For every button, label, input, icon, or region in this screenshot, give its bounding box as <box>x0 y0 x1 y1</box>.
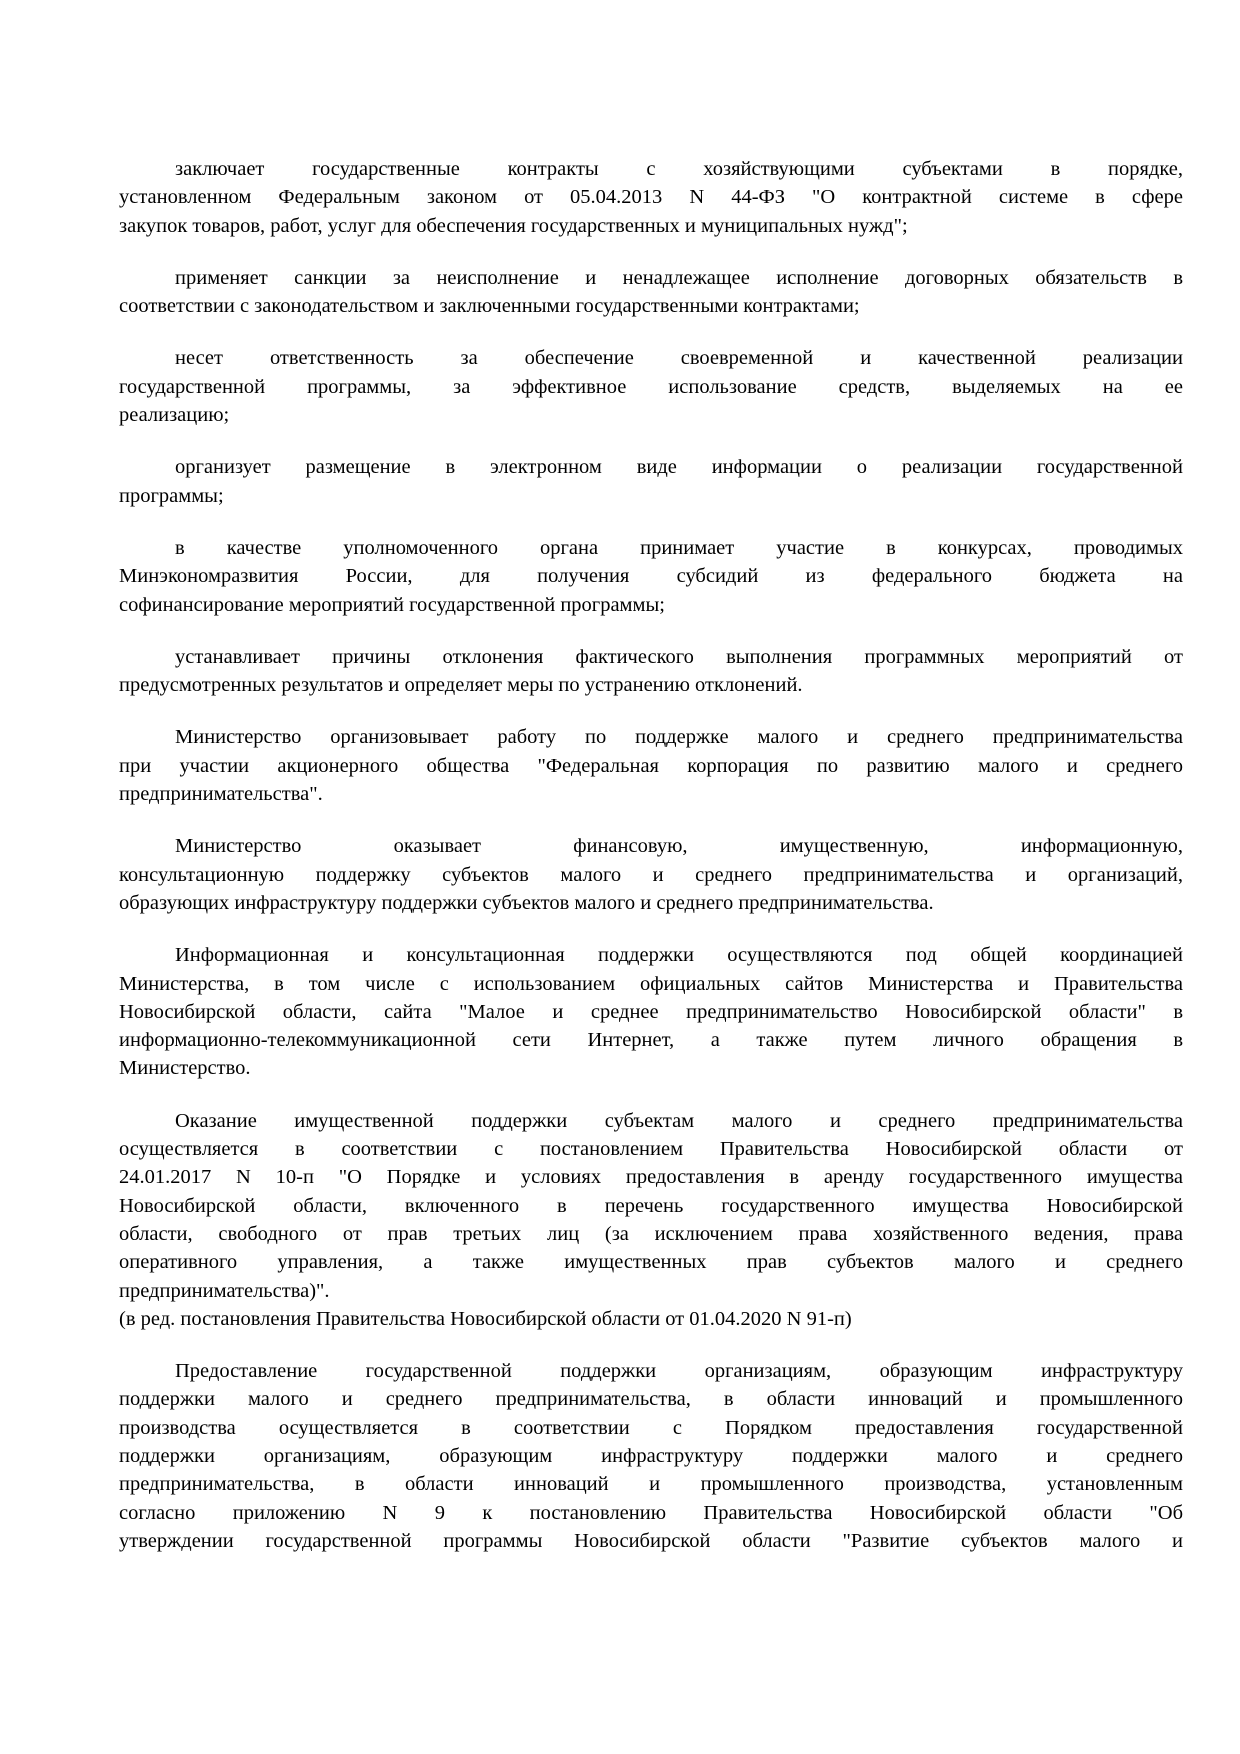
text-line: применяет санкции за неисполнение и ненадлежащее исполнение договорных обязательств в <box>175 266 1183 289</box>
text-line: при участии акционерного общества "Федеральная корпорация по развитию малого и среднего <box>119 754 1183 777</box>
text-line: заключает государственные контракты с хозяйствующими субъектами в порядке, <box>175 158 1183 180</box>
text-line: оперативного управления, а также имущественных прав субъектов малого и среднего <box>119 1251 1183 1274</box>
paragraph <box>119 264 1183 321</box>
text-line: (в ред. постановления Правительства Новосибирской области от 01.04.2020 N 91-п) <box>119 1307 852 1330</box>
text-line: предпринимательства". <box>119 783 323 806</box>
text-line: Новосибирской области, сайта "Малое и среднее предпринимательство Новосибирской области" в <box>119 1000 1183 1023</box>
text-line: поддержки организациям, образующим инфраструктуру поддержки малого и среднего <box>119 1444 1183 1467</box>
text-line: Новосибирской области, включенного в перечень государственного имущества Новосибирской <box>119 1194 1183 1217</box>
text-line: софинансирование мероприятий государственной программы; <box>119 593 665 616</box>
text-line: производства осуществляется в соответствии с Порядком предоставления государственной <box>119 1416 1183 1439</box>
text-line: государственной программы, за эффективное использование средств, выделяемых на ее <box>119 375 1183 398</box>
text-line: Информационная и консультационная поддержки осуществляются под общей координацией <box>175 944 1183 967</box>
text-line: Министерство оказывает финансовую, имущественную, информационную, <box>175 835 1183 858</box>
text-line: образующих инфраструктуру поддержки субъектов малого и среднего предпринимательства. <box>119 891 934 914</box>
document-page <box>119 155 1183 1579</box>
text-line: области, свободного от прав третьих лиц (за исключением права хозяйственного ведения, права <box>119 1222 1183 1245</box>
text-line: Предоставление государственной поддержки организациям, образующим инфраструктуру <box>175 1360 1183 1383</box>
paragraph <box>119 453 1183 510</box>
text-line: Министерство организовывает работу по поддержке малого и среднего предпринимательства <box>175 726 1183 749</box>
paragraph <box>119 534 1183 619</box>
text-line: в качестве уполномоченного органа принимает участие в конкурсах, проводимых <box>175 536 1183 559</box>
text-line: поддержки малого и среднего предпринимательства, в области инноваций и промышленного <box>119 1388 1183 1411</box>
text-line: несет ответственность за обеспечение своевременной и качественной реализации <box>175 347 1183 370</box>
text-line: программы; <box>119 484 224 507</box>
text-line: консультационную поддержку субъектов малого и среднего предпринимательства и организаций, <box>119 863 1183 886</box>
text-line: реализацию; <box>119 404 230 427</box>
text-line: согласно приложению N 9 к постановлению Правительства Новосибирской области "Об <box>119 1501 1183 1524</box>
paragraph <box>119 832 1183 917</box>
paragraph <box>119 723 1183 808</box>
text-line: предпринимательства, в области инноваций и промышленного производства, установленным <box>119 1473 1183 1496</box>
paragraph <box>119 155 1183 240</box>
text-line: устанавливает причины отклонения фактического выполнения программных мероприятий от <box>175 645 1183 668</box>
paragraph <box>119 344 1183 429</box>
text-line: Министерства, в том числе с использованием официальных сайтов Министерства и Правительства <box>119 972 1183 995</box>
text-line: предусмотренных результатов и определяет меры по устранению отклонений. <box>119 674 803 697</box>
text-line: предпринимательства)". <box>119 1279 330 1302</box>
text-line: Оказание имущественной поддержки субъектам малого и среднего предпринимательства <box>175 1109 1183 1132</box>
paragraph <box>119 1107 1183 1305</box>
text-line: Министерство. <box>119 1057 251 1080</box>
text-line: закупок товаров, работ, услуг для обеспечения государственных и муниципальных нужд"; <box>119 214 908 237</box>
text-line: осуществляется в соответствии с постановлением Правительства Новосибирской области от <box>119 1138 1183 1161</box>
text-line: утверждении государственной программы Новосибирской области "Развитие субъектов малого и <box>119 1529 1183 1552</box>
paragraph <box>119 643 1183 700</box>
paragraph <box>119 941 1183 1082</box>
text-line: организует размещение в электронном виде информации о реализации государственной <box>175 456 1183 479</box>
text-line: Минэкономразвития России, для получения субсидий из федерального бюджета на <box>119 565 1183 588</box>
paragraph <box>119 1357 1183 1555</box>
amendment-note <box>119 1305 1183 1333</box>
text-line: соответствии с законодательством и заключенными государственными контрактами; <box>119 295 860 318</box>
text-line: установленном Федеральным законом от 05.04.2013 N 44-ФЗ "О контрактной системе в сфере <box>119 186 1183 209</box>
text-line: 24.01.2017 N 10-п "О Порядке и условиях предоставления в аренду государственного имущества <box>119 1166 1183 1189</box>
text-line: информационно-телекоммуникационной сети Интернет, а также путем личного обращения в <box>119 1029 1183 1052</box>
